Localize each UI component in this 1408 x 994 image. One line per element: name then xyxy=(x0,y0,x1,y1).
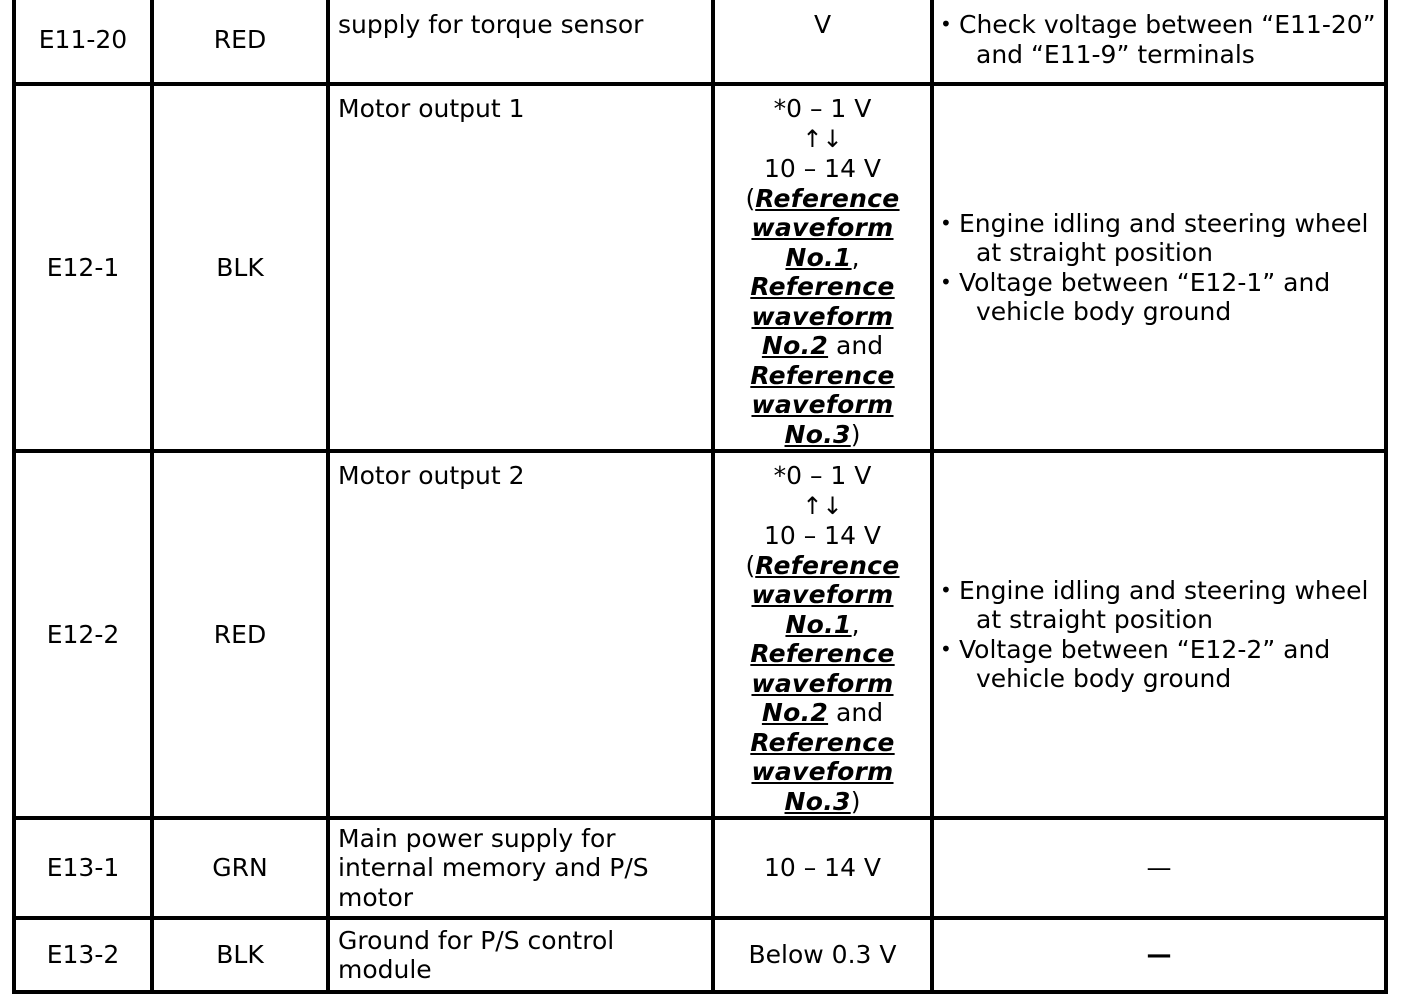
condition-cell xyxy=(932,451,1386,818)
condition-item: • Engine idling and steering wheel at straight position xyxy=(940,208,1369,267)
wire-color-cell: BLK xyxy=(152,84,328,451)
wire-color-cell: RED xyxy=(152,0,328,84)
condition-cell xyxy=(932,84,1386,451)
terminal-cell: E13-2 xyxy=(14,918,152,992)
table-row xyxy=(14,451,1386,818)
wire-color-cell: RED xyxy=(152,451,328,818)
terminal-cell: E12-1 xyxy=(14,84,152,451)
spec-cell xyxy=(713,451,932,818)
spec-cell: V xyxy=(713,0,932,84)
reference-waveform-1-link[interactable]: Reference waveform No.1 xyxy=(751,183,900,272)
spec-high: 10 – 14 V xyxy=(763,154,882,183)
bullet-icon: • xyxy=(940,210,952,235)
spec-low: *0 – 1 V xyxy=(773,94,872,123)
wire-color-cell: GRN xyxy=(152,818,328,918)
condition-item: • Voltage between “E12-1” and vehicle body ground xyxy=(940,267,1331,326)
table-row xyxy=(14,84,1386,451)
table-row xyxy=(14,918,1386,992)
up-down-arrows-icon: ↑↓ xyxy=(802,124,843,153)
bullet-icon: • xyxy=(940,636,952,661)
reference-waveform-2-link[interactable]: Reference waveform No.2 xyxy=(750,272,895,360)
reference-links: (Reference waveform No.1, Reference waveform No.2 and Reference waveform No.3) xyxy=(745,183,900,449)
bullet-icon: • xyxy=(940,12,952,36)
spec-cell: Below 0.3 V xyxy=(713,918,932,992)
description-cell: Main power supply for internal memory and P/S motor xyxy=(328,818,713,918)
up-down-arrows-icon: ↑↓ xyxy=(802,491,843,520)
terminal-cell: E13-1 xyxy=(14,818,152,918)
table-row xyxy=(14,818,1386,918)
table-row xyxy=(14,0,1386,84)
wire-color-cell: BLK xyxy=(152,918,328,992)
condition-item: • Check voltage between “E11-20” and “E11-9” terminals xyxy=(940,10,1376,69)
terminal-cell: E12-2 xyxy=(14,451,152,818)
condition-list xyxy=(938,209,1384,327)
condition-list xyxy=(938,576,1384,694)
spec-high: 10 – 14 V xyxy=(763,521,882,550)
condition-list xyxy=(938,10,1384,69)
terminal-cell: E11-20 xyxy=(14,0,152,84)
reference-waveform-3-link[interactable]: Reference waveform No.3 xyxy=(750,360,895,449)
condition-cell: — xyxy=(932,918,1386,992)
reference-waveform-2-link[interactable]: Reference waveform No.2 xyxy=(750,639,895,727)
spec-low: *0 – 1 V xyxy=(773,461,872,490)
reference-waveform-1-link[interactable]: Reference waveform No.1 xyxy=(751,550,900,639)
bullet-icon: • xyxy=(940,269,952,294)
description-cell: Motor output 1 xyxy=(328,84,713,451)
terminal-inspection-table xyxy=(12,0,1388,994)
spec-cell: 10 – 14 V xyxy=(713,818,932,918)
condition-item: • Voltage between “E12-2” and vehicle body ground xyxy=(940,634,1331,693)
description-cell: Motor output 2 xyxy=(328,451,713,818)
description-cell: supply for torque sensor xyxy=(328,0,713,84)
condition-item: • Engine idling and steering wheel at straight position xyxy=(940,575,1369,634)
reference-links: (Reference waveform No.1, Reference waveform No.2 and Reference waveform No.3) xyxy=(745,550,900,816)
description-cell: Ground for P/S control module xyxy=(328,918,713,992)
reference-waveform-3-link[interactable]: Reference waveform No.3 xyxy=(750,727,895,816)
spec-cell xyxy=(713,84,932,451)
bullet-icon: • xyxy=(940,577,952,602)
condition-cell xyxy=(932,0,1386,84)
condition-cell: — xyxy=(932,818,1386,918)
